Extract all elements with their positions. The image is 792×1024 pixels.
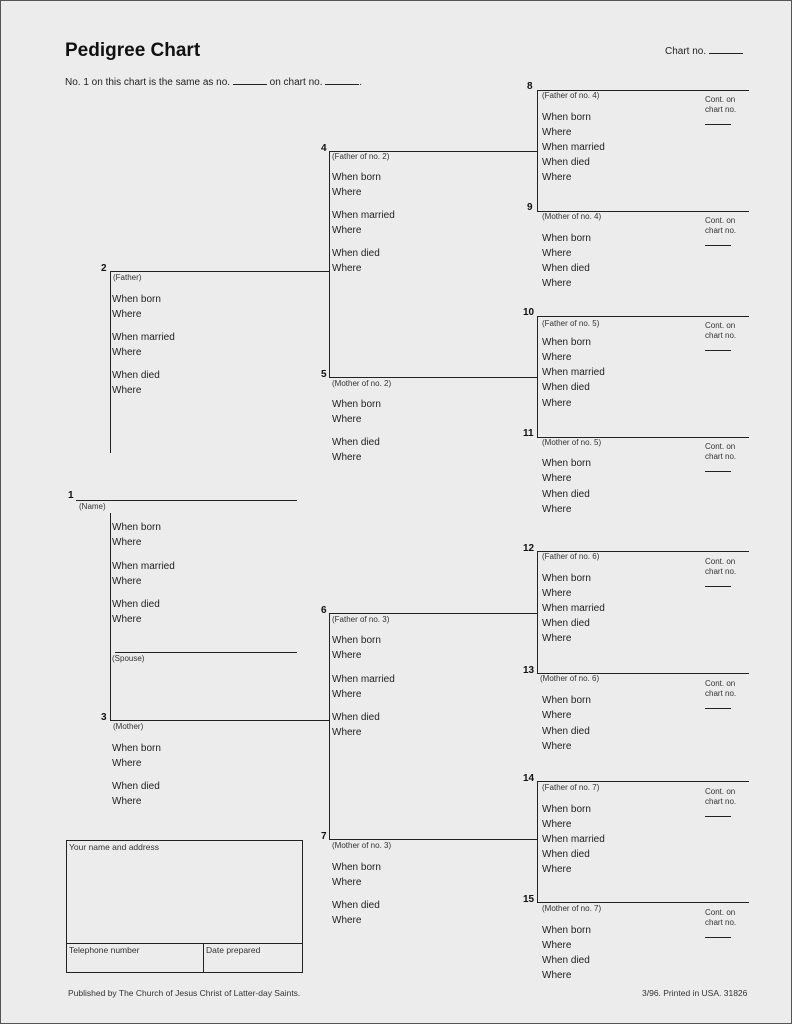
person-15-when-born: When born bbox=[542, 925, 591, 936]
person-5-died-where: Where bbox=[332, 452, 362, 463]
page-title: Pedigree Chart bbox=[65, 40, 201, 61]
person-9-cont-chart-no: chart no. bbox=[705, 226, 737, 235]
person-14-died-where: Where bbox=[542, 864, 572, 875]
person-8-cont-blank[interactable] bbox=[705, 124, 731, 125]
person-12-cont-chart-no: chart no. bbox=[705, 567, 737, 576]
person-5-caption: (Mother of no. 2) bbox=[332, 379, 392, 388]
person-10-when-died: When died bbox=[542, 382, 590, 393]
person-6-caption: (Father of no. 3) bbox=[332, 615, 390, 624]
person-6-born-where: Where bbox=[332, 650, 362, 661]
person-5-when-died: When died bbox=[332, 437, 380, 448]
person-14-caption: (Father of no. 7) bbox=[542, 783, 600, 792]
same-as-chart-blank[interactable] bbox=[325, 84, 359, 85]
person-1-number: 1 bbox=[68, 490, 74, 501]
person-2-number: 2 bbox=[101, 263, 107, 274]
person-13-born-where: Where bbox=[542, 710, 572, 721]
person-12-when-born: When born bbox=[542, 573, 591, 584]
person-3-parents-bracket bbox=[329, 613, 330, 840]
publisher-note: Published by The Church of Jesus Christ of Latter-day Saints. bbox=[68, 988, 301, 998]
person-15-number: 15 bbox=[523, 894, 535, 905]
name-address-label: Your name and address bbox=[69, 842, 159, 852]
person-2-when-born: When born bbox=[112, 294, 161, 305]
person-14-cont-blank[interactable] bbox=[705, 816, 731, 817]
person-10-cont-on: Cont. on bbox=[705, 321, 736, 330]
person-8-died-where: Where bbox=[542, 172, 572, 183]
person-6-parents-bracket bbox=[537, 552, 538, 674]
person-11-cont-blank[interactable] bbox=[705, 471, 731, 472]
person-12-number: 12 bbox=[523, 543, 535, 554]
person-7-name-line[interactable] bbox=[329, 839, 537, 840]
person-6-when-married: When married bbox=[332, 674, 395, 685]
person-8-when-died: When died bbox=[542, 157, 590, 168]
person-5-parents-bracket bbox=[537, 317, 538, 438]
person-11-died-where: Where bbox=[542, 504, 572, 515]
intro-label: No. 1 on this chart is the same as no. bbox=[65, 77, 231, 88]
person-8-when-married: When married bbox=[542, 142, 605, 153]
person-8-when-born: When born bbox=[542, 112, 591, 123]
person-8-cont-chart-no: chart no. bbox=[705, 105, 737, 114]
person-14-when-born: When born bbox=[542, 804, 591, 815]
person-9-when-born: When born bbox=[542, 233, 591, 244]
person-10-cont-chart-no: chart no. bbox=[705, 331, 737, 340]
person-8-born-where: Where bbox=[542, 127, 572, 138]
person-11-born-where: Where bbox=[542, 473, 572, 484]
person-5-number: 5 bbox=[321, 369, 327, 380]
person-1-born-where: Where bbox=[112, 537, 142, 548]
date-prepared-label: Date prepared bbox=[206, 945, 261, 955]
person-14-number: 14 bbox=[523, 773, 535, 784]
person-10-died-where: Where bbox=[542, 398, 572, 409]
preparer-info-box bbox=[66, 840, 303, 973]
person-8-cont-on: Cont. on bbox=[705, 95, 736, 104]
person-7-parents-bracket bbox=[537, 782, 538, 903]
person-2-married-where: Where bbox=[112, 347, 142, 358]
person-2-parents-bracket bbox=[329, 151, 330, 378]
spouse-name-line[interactable] bbox=[115, 652, 297, 653]
person-15-name-line[interactable] bbox=[537, 902, 749, 903]
person-5-born-where: Where bbox=[332, 414, 362, 425]
chart-number-field[interactable] bbox=[665, 47, 743, 57]
person-1-died-where: Where bbox=[112, 614, 142, 625]
person-15-caption: (Mother of no. 7) bbox=[542, 904, 602, 913]
person-12-cont-blank[interactable] bbox=[705, 586, 731, 587]
person-3-caption: (Mother) bbox=[113, 722, 144, 731]
person-12-cont-on: Cont. on bbox=[705, 557, 736, 566]
person-7-when-died: When died bbox=[332, 900, 380, 911]
person-4-when-died: When died bbox=[332, 248, 380, 259]
person-15-cont-chart-no: chart no. bbox=[705, 918, 737, 927]
person-15-died-where: Where bbox=[542, 970, 572, 981]
person-10-when-married: When married bbox=[542, 367, 605, 378]
person-11-cont-chart-no: chart no. bbox=[705, 452, 737, 461]
person-2-when-died: When died bbox=[112, 370, 160, 381]
person-6-married-where: Where bbox=[332, 689, 362, 700]
spouse-caption: (Spouse) bbox=[112, 654, 145, 663]
info-box-column-divider bbox=[203, 943, 204, 972]
person-14-cont-chart-no: chart no. bbox=[705, 797, 737, 806]
person-15-cont-blank[interactable] bbox=[705, 937, 731, 938]
telephone-label: Telephone number bbox=[69, 945, 140, 955]
same-as-number-blank[interactable] bbox=[233, 84, 267, 85]
print-info: 3/96. Printed in USA. 31826 bbox=[642, 988, 748, 998]
person-14-cont-on: Cont. on bbox=[705, 787, 736, 796]
person-7-born-where: Where bbox=[332, 877, 362, 888]
person-11-when-died: When died bbox=[542, 489, 590, 500]
person-6-died-where: Where bbox=[332, 727, 362, 738]
person-6-number: 6 bbox=[321, 605, 327, 616]
person-12-died-where: Where bbox=[542, 633, 572, 644]
person-2-name-line[interactable] bbox=[110, 271, 329, 272]
person-3-when-died: When died bbox=[112, 781, 160, 792]
person-7-number: 7 bbox=[321, 831, 327, 842]
person-3-died-where: Where bbox=[112, 796, 142, 807]
person-13-cont-blank[interactable] bbox=[705, 708, 731, 709]
person-2-caption: (Father) bbox=[113, 273, 142, 282]
person-12-when-married: When married bbox=[542, 603, 605, 614]
person-10-when-born: When born bbox=[542, 337, 591, 348]
person-12-born-where: Where bbox=[542, 588, 572, 599]
person-11-cont-on: Cont. on bbox=[705, 442, 736, 451]
chart-number-label: Chart no. bbox=[665, 46, 707, 57]
person-4-when-born: When born bbox=[332, 172, 381, 183]
person-1-bracket bbox=[110, 513, 111, 720]
person-6-when-born: When born bbox=[332, 635, 381, 646]
person-7-when-born: When born bbox=[332, 862, 381, 873]
person-15-when-died: When died bbox=[542, 955, 590, 966]
person-9-cont-on: Cont. on bbox=[705, 216, 736, 225]
person-1-when-died: When died bbox=[112, 599, 160, 610]
person-13-cont-chart-no: chart no. bbox=[705, 689, 737, 698]
person-12-caption: (Father of no. 6) bbox=[542, 552, 600, 561]
person-2-died-where: Where bbox=[112, 385, 142, 396]
person-11-caption: (Mother of no. 5) bbox=[542, 438, 602, 447]
person-4-married-where: Where bbox=[332, 225, 362, 236]
person-10-caption: (Father of no. 5) bbox=[542, 319, 600, 328]
person-1-name-line[interactable] bbox=[76, 500, 297, 501]
person-2-bracket bbox=[110, 271, 111, 453]
person-15-born-where: Where bbox=[542, 940, 572, 951]
person-13-when-died: When died bbox=[542, 726, 590, 737]
person-9-born-where: Where bbox=[542, 248, 572, 259]
person-9-number: 9 bbox=[527, 202, 533, 213]
person-5-name-line[interactable] bbox=[329, 377, 537, 378]
person-3-when-born: When born bbox=[112, 743, 161, 754]
person-9-died-where: Where bbox=[542, 278, 572, 289]
person-3-name-line[interactable] bbox=[110, 720, 329, 721]
person-10-born-where: Where bbox=[542, 352, 572, 363]
person-13-caption: (Mother of no. 6) bbox=[540, 674, 600, 683]
person-8-number: 8 bbox=[527, 81, 533, 92]
person-1-married-where: Where bbox=[112, 576, 142, 587]
person-7-caption: (Mother of no. 3) bbox=[332, 841, 392, 850]
person-9-caption: (Mother of no. 4) bbox=[542, 212, 602, 221]
intro-line bbox=[65, 78, 362, 88]
chart-number-blank[interactable] bbox=[709, 53, 743, 54]
person-4-number: 4 bbox=[321, 143, 327, 154]
person-10-name-line[interactable] bbox=[537, 316, 749, 317]
person-13-number: 13 bbox=[523, 665, 535, 676]
person-1-caption: (Name) bbox=[79, 502, 106, 511]
person-11-number: 11 bbox=[523, 428, 534, 439]
person-13-died-where: Where bbox=[542, 741, 572, 752]
person-15-cont-on: Cont. on bbox=[705, 908, 736, 917]
person-10-cont-blank[interactable] bbox=[705, 350, 731, 351]
person-8-caption: (Father of no. 4) bbox=[542, 91, 600, 100]
person-6-name-line[interactable] bbox=[329, 613, 537, 614]
person-14-born-where: Where bbox=[542, 819, 572, 830]
person-6-when-died: When died bbox=[332, 712, 380, 723]
person-1-when-born: When born bbox=[112, 522, 161, 533]
person-4-died-where: Where bbox=[332, 263, 362, 274]
person-2-when-married: When married bbox=[112, 332, 175, 343]
person-9-cont-blank[interactable] bbox=[705, 245, 731, 246]
person-12-when-died: When died bbox=[542, 618, 590, 629]
person-4-parents-bracket bbox=[537, 91, 538, 212]
person-10-number: 10 bbox=[523, 307, 535, 318]
person-9-when-died: When died bbox=[542, 263, 590, 274]
person-3-born-where: Where bbox=[112, 758, 142, 769]
info-box-divider bbox=[67, 943, 302, 944]
person-11-when-born: When born bbox=[542, 458, 591, 469]
person-1-when-married: When married bbox=[112, 561, 175, 572]
person-5-when-born: When born bbox=[332, 399, 381, 410]
person-14-when-married: When married bbox=[542, 834, 605, 845]
name-address-field[interactable] bbox=[69, 857, 299, 941]
intro-period: . bbox=[359, 77, 363, 88]
person-13-cont-on: Cont. on bbox=[705, 679, 736, 688]
person-7-died-where: Where bbox=[332, 915, 362, 926]
person-4-when-married: When married bbox=[332, 210, 395, 221]
person-14-when-died: When died bbox=[542, 849, 590, 860]
intro-on-chart-label: on chart no. bbox=[269, 77, 323, 88]
person-2-born-where: Where bbox=[112, 309, 142, 320]
person-13-when-born: When born bbox=[542, 695, 591, 706]
person-4-caption: (Father of no. 2) bbox=[332, 152, 390, 161]
person-4-born-where: Where bbox=[332, 187, 362, 198]
person-14-name-line[interactable] bbox=[537, 781, 749, 782]
person-3-number: 3 bbox=[101, 712, 107, 723]
